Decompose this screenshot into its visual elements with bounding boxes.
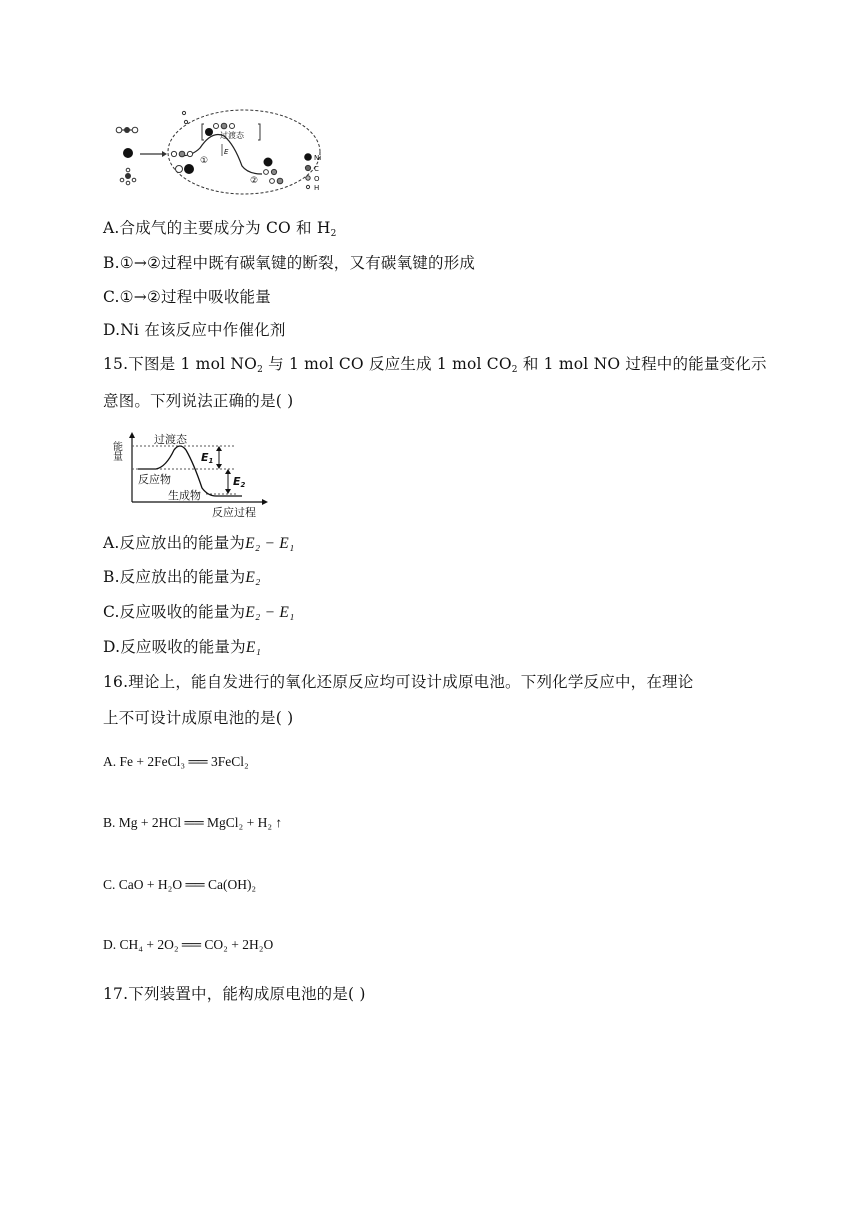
q14-option-b: B.①→②过程中既有碳氧键的断裂，又有碳氧键的形成 — [103, 254, 476, 272]
svg-text:C: C — [314, 165, 319, 173]
energy-diagram — [110, 432, 276, 519]
ts-label: 过渡态 — [154, 433, 187, 446]
q15-stem-line2: 意图。下列说法正确的是( ) — [103, 392, 294, 410]
ea-label: E — [224, 148, 229, 156]
transition-label: 过渡态 — [220, 131, 244, 140]
step1-label: ① — [200, 156, 209, 166]
transition-state — [202, 123, 260, 140]
e1-label: E1 — [201, 451, 214, 465]
q14-option-c: C.①→②过程中吸收能量 — [103, 288, 271, 306]
q15-option-d: D.反应吸收的能量为E₁ — [103, 638, 262, 656]
q15-stem-line1: 15.下图是 1 mol $NO_2$ 与 1 mol CO 反应生成 1 mol $CO_2$ 和 1 mol NO 过程中的能量变化示 — [103, 355, 767, 375]
q15-option-a: A.反应放出的能量为E₂ − E₁ — [103, 534, 295, 552]
xlabel: 反应过程 — [212, 506, 256, 519]
q16-option-c: C. CaO + H₂O ══ Ca(OH)₂ — [103, 877, 257, 892]
q14-option-a: A.合成气的主要成分为 CO 和 $H_2$ — [103, 219, 337, 239]
q16-option-b: B. Mg + 2HCl ══ MgCl₂ + H₂ ↑ — [103, 815, 283, 830]
legend — [304, 153, 321, 192]
svg-text:能量: 能量 — [110, 441, 122, 461]
q15-option-c: C.反应吸收的能量为E₂ − E₁ — [103, 603, 295, 621]
q17-stem: 17.下列装置中，能构成原电池的是( ) — [103, 985, 366, 1003]
e2-label: E2 — [233, 475, 246, 489]
q16-stem-line1: 16.理论上，能自发进行的氧化还原反应均可设计成原电池。下列化学反应中，在理论 — [103, 673, 694, 691]
q16-option-d: D. CH₄ + 2O₂ ══ CO₂ + 2H₂O — [103, 937, 274, 952]
q14-option-d: D.Ni 在该反应中作催化剂 — [103, 321, 286, 339]
q16-option-a: A. Fe + 2FeCl₃ ══ 3FeCl₂ — [103, 754, 249, 769]
svg-text:H: H — [314, 184, 320, 192]
mechanism-figure — [112, 108, 334, 196]
svg-text:Ni: Ni — [314, 154, 322, 162]
reactant-label: 反应物 — [138, 473, 171, 486]
product-label: 生成物 — [168, 489, 201, 502]
q16-stem-line2: 上不可设计成原电池的是( ) — [103, 709, 294, 727]
reactant-molecules — [116, 127, 138, 185]
q15-option-b: B.反应放出的能量为E₂ — [103, 568, 261, 586]
step2-label: ② — [250, 176, 259, 186]
svg-text:O: O — [314, 175, 320, 183]
